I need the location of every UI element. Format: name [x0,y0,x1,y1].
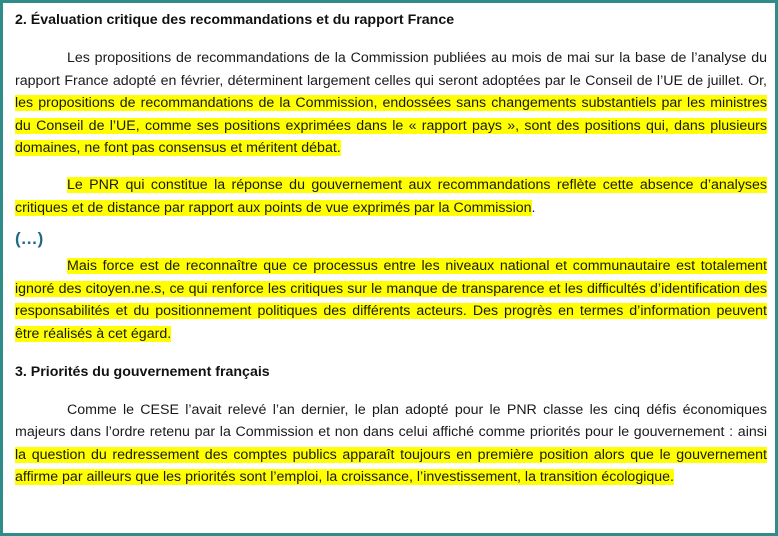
section-2-paragraph-2 [15,174,767,219]
document-body [15,10,767,489]
spacer [15,219,767,227]
paragraph-plain-text: . [531,199,536,216]
highlighted-text: Mais force est de reconnaître que ce processus entre les niveaux national et communautaire est totalement ignoré des citoyen.ne.s, ce qui renforce les critiques sur le manque de transparence et les difficultés d’identification des responsabilités et du positionnement politiques des différents acteurs. Des progrès en termes d’information peuvent être réalisés à cet égard. [15,258,767,342]
spacer [15,346,767,362]
section-2-heading: 2. Évaluation critique des recommandations et du rapport France [15,12,455,28]
ellipsis-marker: (…) [15,229,44,249]
highlighted-text: Le PNR qui constitue la réponse du gouvernement aux recommandations reflète cette absence d’analyses critiques et de distance par rapport aux points de vue exprimés par la Commission [15,176,767,216]
paragraph-plain-text: Comme le CESE l’avait relevé l’an dernier, le plan adopté pour le PNR classe les cinq défis économiques majeurs dans l’ordre retenu par la Commission et non dans celui affiché comme priorités pour le gouvernement : ainsi [15,401,767,441]
spacer [15,160,767,174]
spacer [15,33,767,47]
spacer [15,385,767,399]
section-2-paragraph-3 [15,255,767,345]
highlighted-text: les propositions de recommandations de la Commission, endossées sans changements substantiels par les ministres du Conseil de l’UE, comme ses positions exprimées dans le « rapport pays », sont des positions qui, dans plusieurs domaines, ne font pas consensus et méritent débat. [15,95,767,157]
highlighted-text: la question du redressement des comptes publics apparaît toujours en première position alors que le gouvernement affirme par ailleurs que les priorités sont l’emploi, la croissance, l’investissement, la transition écologique. [15,446,767,486]
paragraph-plain-text: Les propositions de recommandations de la Commission publiées au mois de mai sur la base de l’analyse du rapport France adopté en février, déterminent largement celles qui seront adoptées par le Conseil de l’UE de juillet. Or, [15,50,767,89]
section-2-paragraph-1 [15,47,767,160]
section-3-heading: 3. Priorités du gouvernement français [15,363,270,380]
section-3-paragraph [15,399,767,489]
